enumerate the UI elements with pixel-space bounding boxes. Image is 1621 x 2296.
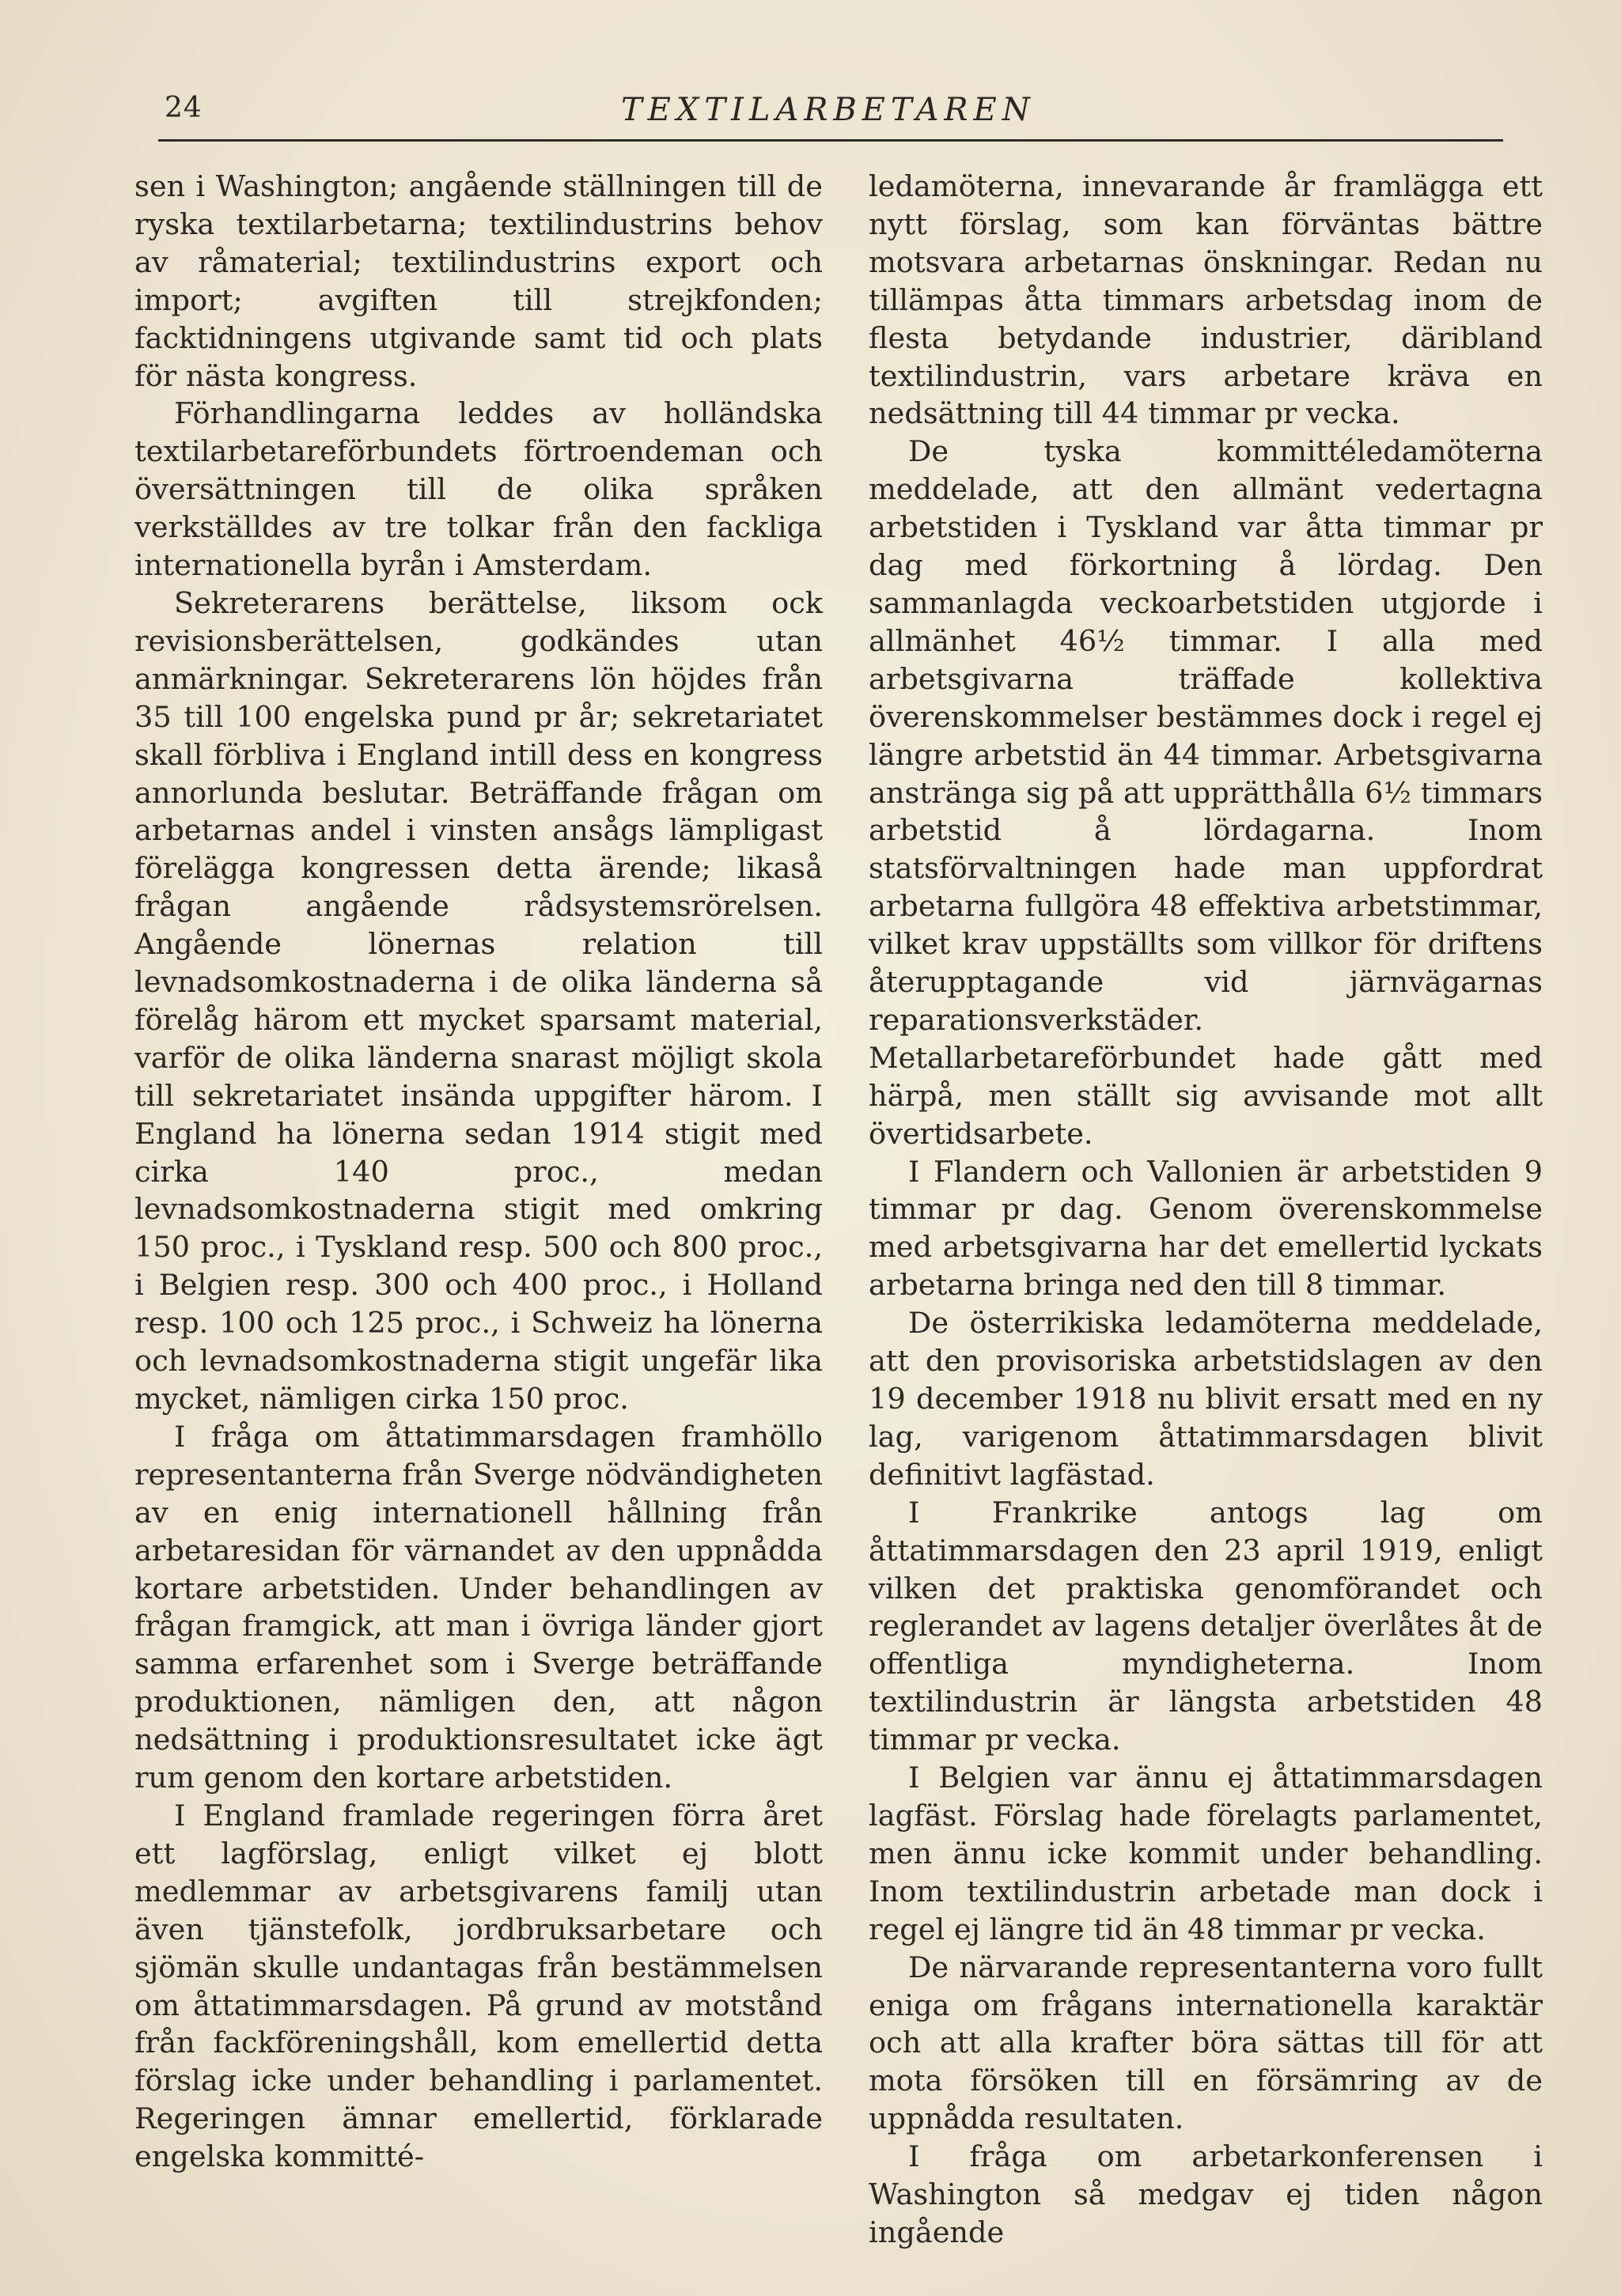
paragraph: I Flandern och Vallonien är arbetstiden 9 timmar pr dag. Genom överenskommelse med arbetsgivarna har det emellertid lyckats arbetarna bringa ned den till 8 timmar. [869,1154,1543,1303]
right-column [869,168,1543,2252]
paragraph: De österrikiska ledamöterna meddelade, att den provisoriska arbetstidslagen av den 19 december 1918 nu blivit ersatt med en ny lag, varigenom åttatimmarsdagen blivit definitivt lagfästad. [869,1306,1543,1492]
paragraph: I Belgien var ännu ej åttatimmarsdagen lagfäst. Förslag hade förelagts parlamentet, men ännu icke kommit under behandling. Inom textilindustrin arbetade man dock i regel ej längre tid än 48 timmar pr vecka. [869,1761,1543,1946]
paragraph: I fråga om arbetarkonferensen i Washington så medgav ej tiden någon ingående [869,2139,1543,2249]
running-title: TEXTILARBETAREN [621,92,1036,128]
paragraph: sen i Washington; angående ställningen till de ryska textilarbetarna; textilindustrins behov av råmaterial; textilindustrins export och import; avgiften till strejkfonden; facktidningens utgivande samt tid och plats för nästa kongress. [134,169,823,393]
paragraph: De närvarande representanterna voro fullt eniga om frågans internationella karaktär och att alla krafter böra sättas till för att mota försöken till en försämring av de uppnådda resultaten. [869,1950,1543,2136]
paragraph: Förhandlingarna leddes av holländska textilarbetareförbundets förtroendeman och översättningen till de olika språken verkställdes av tre tolkar från den fackliga internationella byrån i Amsterdam. [134,396,823,583]
page-number: 24 [165,92,203,124]
paragraph: De tyska kommittéledamöterna meddelade, att den allmänt vedertagna arbetstiden i Tyskland var åtta timmar pr dag med förkortning å lördag. Den sammanlagda veckoarbetstiden utgjorde i allmänhet 46½ timmar. I alla med arbetsgivarna träffade kollektiva överenskommelser bestämmes dock i regel ej längre arbetstid än 44 timmar. Arbetsgivarna anstränga sig på att upprätthålla 6½ timmars arbetstid å lördagarna. Inom statsförvaltningen hade man uppfordrat arbetarna fullgöra 48 effektiva arbetstimmar, vilket krav uppställts som villkor för driftens återupptagande vid järnvägarnas reparationsverkstäder. Metallarbetareförbundet hade gått med härpå, men ställt sig avvisande mot allt övertidsarbete. [869,434,1543,1151]
paragraph: I Frankrike antogs lag om åttatimmarsdagen den 23 april 1919, enligt vilken det praktiska genomförandet och reglerandet av lagens detaljer överlåtes åt de offentliga myndigheterna. Inom textilindustrin är längsta arbetstiden 48 timmar pr vecka. [869,1495,1543,1757]
header-rule [158,139,1503,142]
left-column [134,168,823,2176]
paragraph: I fråga om åttatimmarsdagen framhöllo representanterna från Sverge nödvändigheten av en enig internationell hållning från arbetaresidan för värnandet av den uppnådda kortare arbetstiden. Under behandlingen av frågan framgick, att man i övriga länder gjort samma erfarenhet som i Sverge beträffande produktionen, nämligen den, att någon nedsättning i produktionsresultatet icke ägt rum genom den kortare arbetstiden. [134,1419,823,1795]
paragraph: I England framlade regeringen förra året ett lagförslag, enligt vilket ej blott medlemmar av arbetsgivarens familj utan även tjänstefolk, jordbruksarbetare och sjömän skulle undantagas från bestämmelsen om åttatimmarsdagen. På grund av motstånd från fackföreningshåll, kom emellertid detta förslag icke under behandling i parlamentet. Regeringen ämnar emellertid, förklarade engelska kommitté- [134,1798,823,2174]
paragraph: Sekreterarens berättelse, liksom ock revisionsberättelsen, godkändes utan anmärkningar. Sekreterarens lön höjdes från 35 till 100 engelska pund pr år; sekretariatet skall förbliva i England intill dess en kongress annorlunda beslutar. Beträffande frågan om arbetarnas andel i vinsten ansågs lämpligast förelägga kongressen detta ärende; likaså frågan angående rådsystemsrörelsen. Angående lönernas relation till levnadsomkostnaderna i de olika länderna så förelåg härom ett mycket sparsamt material, varför de olika länderna snarast möjligt skola till sekretariatet insända uppgifter härom. I England ha lönerna sedan 1914 stigit med cirka 140 proc., medan levnadsomkostnaderna stigit med omkring 150 proc., i Tyskland resp. 500 och 800 proc., i Belgien resp. 300 och 400 proc., i Holland resp. 100 och 125 proc., i Schweiz ha lönerna och levnadsomkostnaderna stigit ungefär lika mycket, nämligen cirka 150 proc. [134,585,823,1416]
paragraph: ledamöterna, innevarande år framlägga ett nytt förslag, som kan förväntas bättre motsvara arbetarnas önskningar. Redan nu tillämpas åtta timmars arbetsdag inom de flesta betydande industrier, däribland textilindustrin, vars arbetare kräva en nedsättning till 44 timmar pr vecka. [869,169,1543,431]
page-header [158,87,1503,134]
